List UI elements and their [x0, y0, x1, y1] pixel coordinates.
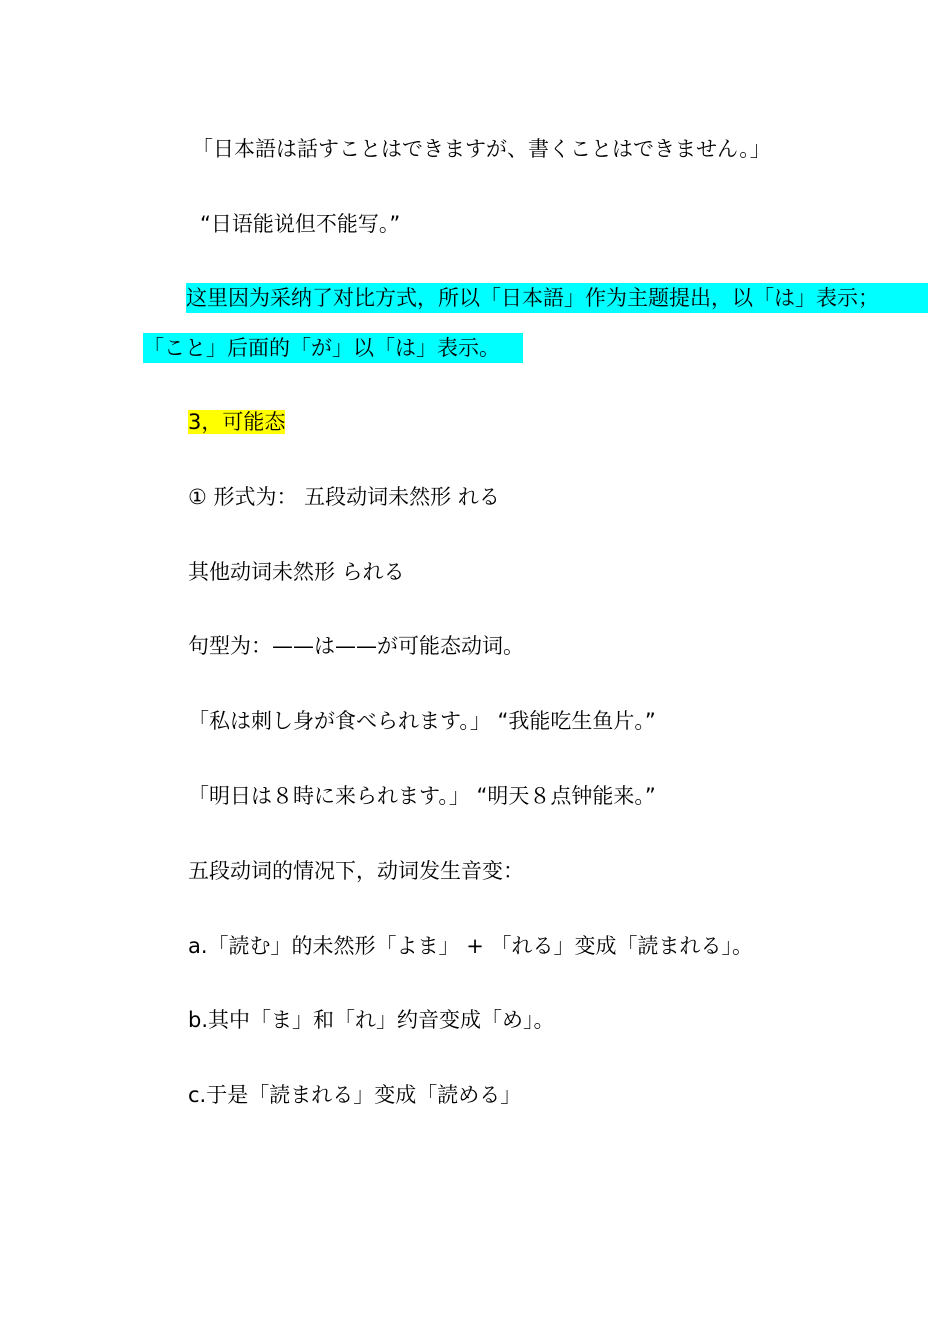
example-sentence-1: 「私は刺し身が食べられます。」 “我能吃生鱼片。”: [188, 709, 656, 733]
explanation-text-2: 「こと」后面的「が」以「は」表示。: [143, 336, 500, 360]
section-heading-text: 3，可能态: [188, 410, 286, 434]
sound-change-step-c: c.于是「読まれる」变成「読める」: [188, 1083, 522, 1107]
sound-change-step-b: b.其中「ま」和「れ」约音变成「め」。: [188, 1008, 555, 1032]
example-sentence-2: 「明日は８時に来られます。」 “明天８点钟能来。”: [188, 784, 656, 808]
section-heading: [188, 407, 285, 437]
form-rule-godan: ① 形式为： 五段动词未然形 れる: [188, 485, 500, 509]
form-rule-other: 其他动词未然形 られる: [188, 560, 405, 584]
sentence-pattern: 句型为：——は——が可能态动词。: [188, 634, 524, 658]
japanese-example-sentence: 「日本語は話すことはできますが、書くことはできません。」: [192, 137, 771, 161]
chinese-translation: “日语能说但不能写。”: [200, 212, 401, 236]
sound-change-step-a: a.「読む」的未然形「よま」 + 「れる」变成「読まれる」。: [188, 934, 753, 958]
highlighted-explanation-line-2: [143, 333, 523, 363]
sound-change-intro: 五段动词的情况下，动词发生音变：: [188, 859, 524, 883]
explanation-text-1: 这里因为采纳了对比方式，所以「日本語」作为主题提出，以「は」表示；: [186, 286, 879, 310]
highlighted-explanation-line-1: [186, 283, 928, 313]
